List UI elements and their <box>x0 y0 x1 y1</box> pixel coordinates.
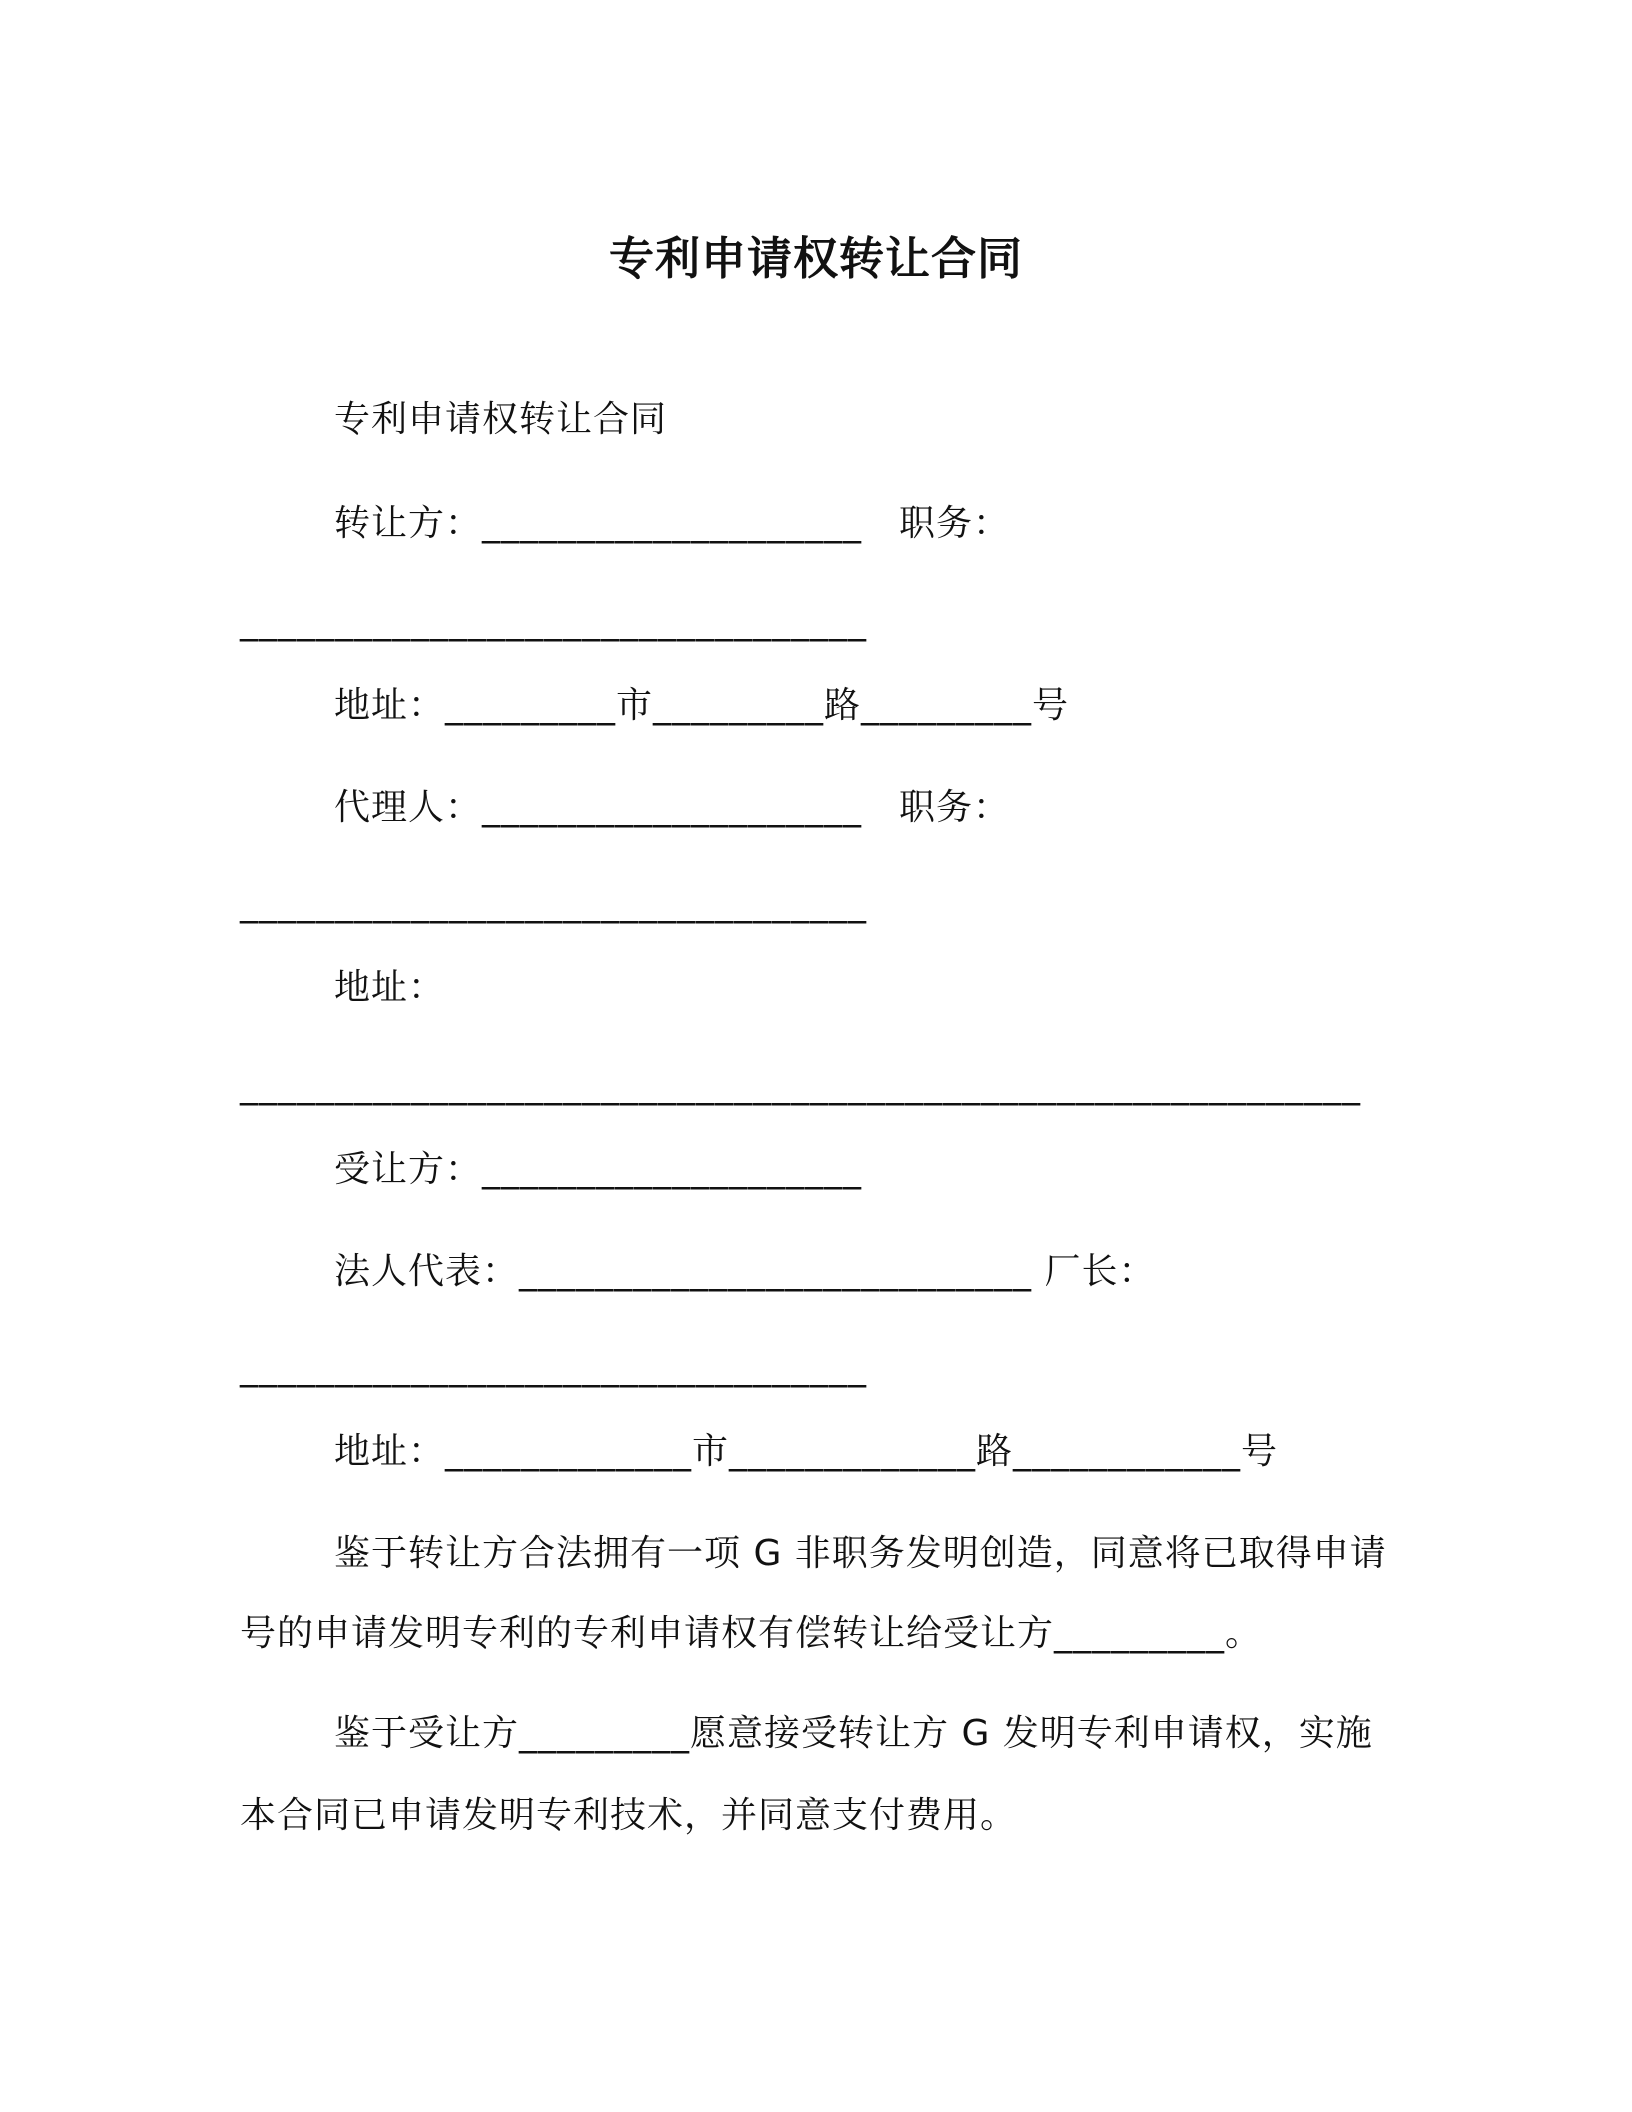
paragraph-2-line-1: 鉴于受让方_________愿意接受转让方 G 发明专利申请权，实施 <box>334 1713 1373 1754</box>
paragraph-1-line-2: 号的申请发明专利的专利申请权有偿转让给受让方_________。 <box>240 1613 1263 1654</box>
contract-subtitle: 专利申请权转让合同 <box>334 399 668 440</box>
legal-rep-line-continuation: _________________________________ <box>240 1347 867 1388</box>
agent-line-continuation: _________________________________ <box>240 883 867 924</box>
transferor-address: 地址：_________市_________路_________号 <box>334 685 1070 726</box>
document-title: 专利申请权转让合同 <box>608 232 1023 285</box>
agent-address-continuation: ___________________________________________________________ <box>240 1065 1361 1106</box>
agent-address: 地址： <box>334 967 446 1008</box>
transferee-address: 地址：_____________市_____________路____________号 <box>334 1431 1279 1472</box>
transferor-line-continuation: _________________________________ <box>240 601 867 642</box>
transferee-line: 受让方：____________________ <box>334 1149 863 1190</box>
paragraph-1-line-1: 鉴于转让方合法拥有一项 G 非职务发明创造，同意将已取得申请 <box>334 1533 1387 1574</box>
transferor-line: 转让方：____________________ 职务： <box>334 503 1011 544</box>
agent-line: 代理人：____________________ 职务： <box>334 787 1011 828</box>
paragraph-2-line-2: 本合同已申请发明专利技术，并同意支付费用。 <box>240 1795 1018 1836</box>
legal-rep-line: 法人代表：___________________________ 厂长： <box>334 1251 1156 1292</box>
